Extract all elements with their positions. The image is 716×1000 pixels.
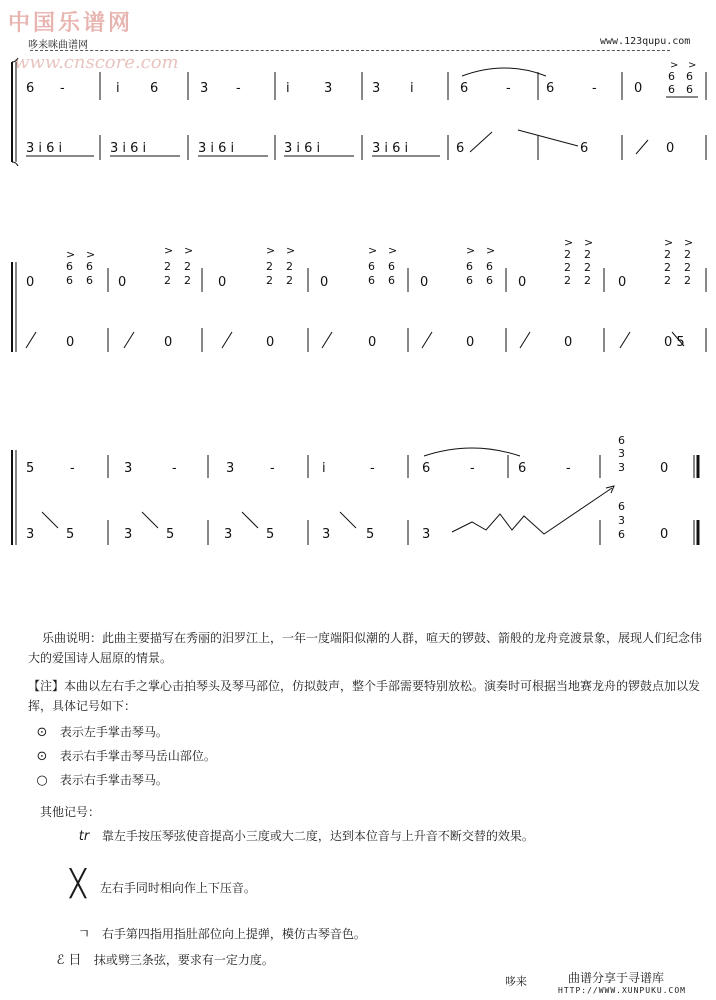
rest: 0 [266, 335, 275, 350]
note: 5 [26, 461, 35, 476]
rest: 0 [368, 335, 377, 350]
chord-note: 6 [618, 528, 625, 541]
rest: 0 [466, 335, 475, 350]
rest: 0 [420, 275, 429, 290]
header-site-name: 哆来咪曲谱网 [28, 40, 88, 51]
system-1 [12, 58, 706, 166]
note: i [322, 461, 326, 476]
note: 3 [226, 461, 235, 476]
chord-note: 2 [584, 248, 591, 261]
rest: 0 [634, 81, 643, 96]
symbol-text: 表示右手掌击琴马。 [59, 773, 168, 787]
accent: > [164, 244, 174, 257]
note: 3 [324, 81, 333, 96]
notation-annotation: 【注】本曲以左右手之掌心击拍琴头及琴马部位，仿拟鼓声，整个手部需要特别放松。演奏时可根据当地赛龙舟的锣鼓点加以发挥，具体记号如下： [28, 679, 701, 713]
rest: 0 [618, 275, 627, 290]
other-symbols-title: 其他记号： [40, 805, 101, 819]
circle-icon: ○ [36, 773, 48, 788]
chord-note: 2 [664, 274, 671, 287]
chord-note: 6 [618, 434, 625, 447]
note: i [116, 81, 120, 96]
note: i [286, 81, 290, 96]
system-3 [12, 434, 698, 545]
note-group: 0 5 [664, 335, 685, 350]
rest: 0 [164, 335, 173, 350]
symbol-text: 靠左手按压琴弦使音提高小三度或大二度，达到本位音与上升音不断交替的效果。 [101, 829, 534, 843]
chord-note: 6 [466, 260, 473, 273]
note: 6 [546, 81, 555, 96]
rest: 0 [660, 461, 669, 476]
footer-share-text: 曲谱分享于寻谱库 [568, 971, 665, 985]
rest: 0 [660, 527, 669, 542]
chord-note: 2 [286, 260, 293, 273]
chord-note: 2 [564, 274, 571, 287]
watermark-url: www.cnscore.com [14, 52, 179, 73]
chord-note: 2 [664, 248, 671, 261]
symbol-row [28, 722, 708, 743]
note: 6 [150, 81, 159, 96]
note: 3 [26, 527, 35, 542]
symbol-text: 表示左手掌击琴马。 [59, 725, 168, 739]
dash: - [270, 461, 275, 476]
strum-icon: ℰ 日 [56, 953, 82, 968]
chord-note: 2 [164, 274, 171, 287]
chord-note: 2 [584, 261, 591, 274]
note: 5 [66, 527, 75, 542]
accent: > [388, 244, 398, 257]
chord-note: 2 [564, 261, 571, 274]
accent: > [266, 244, 276, 257]
rest: 0 [218, 275, 227, 290]
system-2 [12, 236, 706, 352]
footer-left: 哆来 [505, 975, 527, 988]
dash: - [236, 81, 241, 96]
note-group: 3 i 6 i [198, 141, 235, 156]
accent: > [670, 60, 679, 71]
dash: - [470, 461, 475, 476]
note-group: 3 i 6 i [284, 141, 321, 156]
chord-note: 2 [584, 274, 591, 287]
note: 3 [322, 527, 331, 542]
symbol-row [70, 924, 710, 945]
accent: > [684, 236, 694, 249]
note: 3 [422, 527, 431, 542]
trill-icon: tr [78, 829, 90, 844]
note: 6 [456, 141, 465, 156]
accent: > [368, 244, 378, 257]
accent: > [584, 236, 594, 249]
chord-note: 6 [66, 260, 73, 273]
note: 3 [124, 461, 133, 476]
chord-note: 6 [388, 260, 395, 273]
chord-note: 6 [486, 274, 493, 287]
note: 6 [26, 81, 35, 96]
accent: > [486, 244, 496, 257]
note: 3 [224, 527, 233, 542]
chord-note: 6 [486, 260, 493, 273]
note: i [410, 81, 414, 96]
note-group: 3 i 6 i [372, 141, 409, 156]
rest: 0 [666, 141, 675, 156]
chord-note: 2 [266, 260, 273, 273]
dash: - [370, 461, 375, 476]
accent: > [664, 236, 674, 249]
rest: 0 [26, 275, 35, 290]
chord-note: 2 [164, 260, 171, 273]
note: 6 [460, 81, 469, 96]
note: 6 [580, 141, 589, 156]
symbol-row [28, 770, 708, 791]
chord-note: 6 [388, 274, 395, 287]
accent: > [184, 244, 194, 257]
chord-note: 6 [368, 260, 375, 273]
cross-press-icon: ╳ [70, 869, 86, 899]
hook-icon: ㄱ [77, 927, 91, 942]
chord-note: 2 [684, 261, 691, 274]
footer-url: HTTP://WWW.XUNPUKU.COM [558, 986, 686, 995]
symbol-row [28, 746, 708, 767]
note: 6 [518, 461, 527, 476]
dash: - [592, 81, 597, 96]
symbol-row [48, 950, 688, 971]
chord-note: 3 [618, 447, 625, 460]
chord-note: 2 [684, 248, 691, 261]
rest: 0 [320, 275, 329, 290]
chord-note: 2 [564, 248, 571, 261]
symbol-text: 表示右手掌击琴马岳山部位。 [59, 749, 216, 763]
chord-note: 2 [184, 260, 191, 273]
music-description: 乐曲说明：此曲主要描写在秀丽的汨罗江上，一年一度端阳似潮的人群，喧天的锣鼓、箭般的龙舟竞渡景象，展现人们纪念伟大的爱国诗人屈原的情景。 [28, 631, 703, 665]
rest: 0 [518, 275, 527, 290]
circle-dot-icon: ⊙ [36, 749, 48, 764]
note: 6 [422, 461, 431, 476]
chord-note: 6 [686, 70, 693, 83]
rest: 0 [66, 335, 75, 350]
symbol-text: 抹或劈三条弦，要求有一定力度。 [93, 953, 274, 967]
note: 5 [366, 527, 375, 542]
chord-note: 3 [618, 514, 625, 527]
chord-note: 6 [686, 83, 693, 96]
chord-note: 2 [664, 261, 671, 274]
chord-note: 6 [618, 500, 625, 513]
header-site-url: www.123qupu.com [600, 36, 691, 47]
accent: > [688, 60, 697, 71]
dash: - [70, 461, 75, 476]
chord-note: 6 [86, 274, 93, 287]
chord-note: 2 [266, 274, 273, 287]
chord-note: 6 [66, 274, 73, 287]
dash: - [506, 81, 511, 96]
dash: - [60, 81, 65, 96]
symbol-row [70, 826, 710, 847]
note: 5 [266, 527, 275, 542]
accent: > [286, 244, 296, 257]
circle-dot-icon: ⊙ [36, 725, 48, 740]
symbol-text: 左右手同时相向作上下压音。 [99, 881, 256, 895]
chord-note: 2 [684, 274, 691, 287]
accent: > [564, 236, 574, 249]
dash: - [566, 461, 571, 476]
note: 3 [124, 527, 133, 542]
chord-note: 2 [184, 274, 191, 287]
chord-note: 6 [86, 260, 93, 273]
note: 3 [372, 81, 381, 96]
chord-note: 6 [368, 274, 375, 287]
note-group: 3 i 6 i [26, 141, 63, 156]
watermark-logo: 中国乐谱网 [8, 10, 134, 36]
accent: > [66, 248, 76, 261]
rest: 0 [564, 335, 573, 350]
chord-note: 3 [618, 461, 625, 474]
accent: > [466, 244, 476, 257]
symbol-text: 右手第四指用指肚部位向上提弹，模仿古琴音色。 [101, 927, 366, 941]
chord-note: 6 [466, 274, 473, 287]
symbol-row [60, 869, 700, 899]
note: 3 [200, 81, 209, 96]
chord-note: 6 [668, 70, 675, 83]
chord-note: 6 [668, 83, 675, 96]
note: 5 [166, 527, 175, 542]
chord-note: 2 [286, 274, 293, 287]
dash: - [172, 461, 177, 476]
rest: 0 [118, 275, 127, 290]
accent: > [86, 248, 96, 261]
note-group: 3 i 6 i [110, 141, 147, 156]
